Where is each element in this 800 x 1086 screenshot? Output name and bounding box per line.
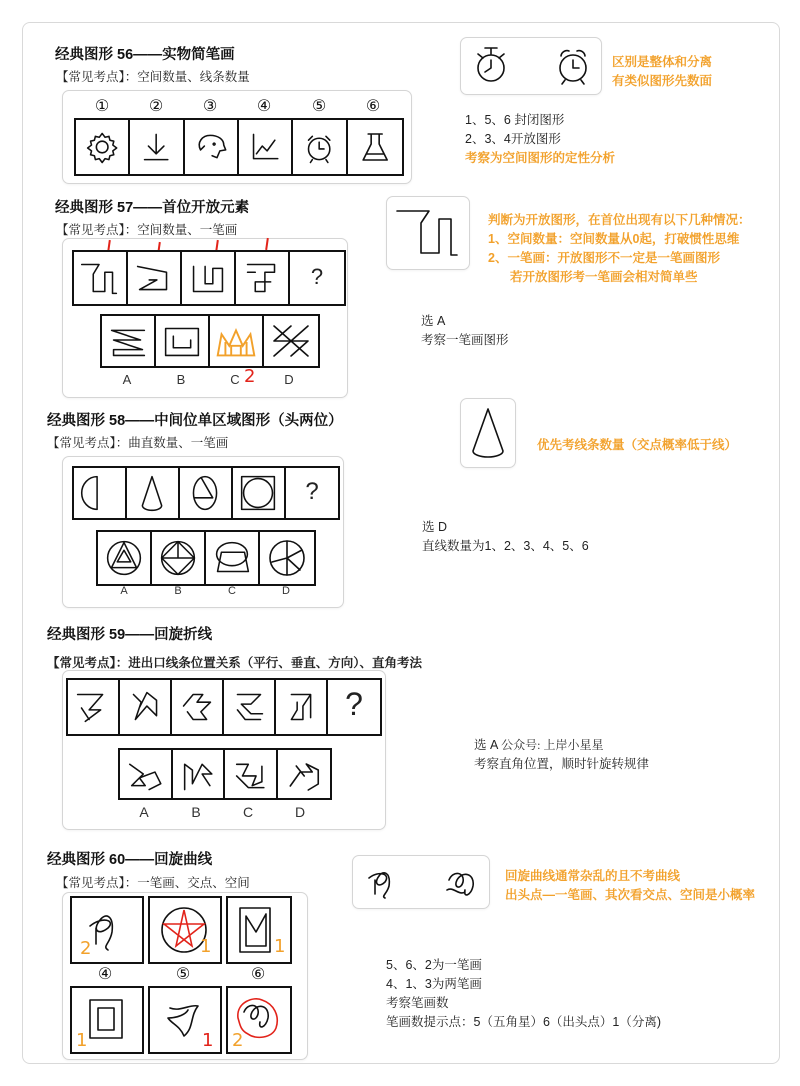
- option-label-b: B: [191, 804, 201, 820]
- option-figure-a: [102, 316, 156, 366]
- question-figure-1: [68, 680, 120, 734]
- curve-figure-2: [148, 896, 222, 964]
- figure-57-options-row: [100, 314, 320, 368]
- example-60-card: [352, 855, 490, 909]
- section-58-subtitle: 【常见考点】：曲直数量、一笔画: [47, 436, 229, 450]
- option-figure-c: [225, 750, 278, 798]
- figure-58-options-row: [96, 530, 316, 586]
- figure-number: ④: [97, 966, 113, 983]
- question-mark-cell: [328, 680, 380, 734]
- question-figure-3: [180, 468, 233, 518]
- alarm-clock-icon: [293, 120, 345, 174]
- figure-number: ⑤: [175, 966, 191, 983]
- download-figure-cell: [130, 120, 184, 174]
- example-58-card: [460, 398, 516, 468]
- line-chart-icon: [239, 120, 291, 174]
- rotating-curve-comparison: [353, 856, 489, 908]
- handwritten-mark: 2: [80, 938, 92, 959]
- note-60-line1: 5、6、2为一笔画: [386, 958, 482, 972]
- figure-59-options-row: [118, 748, 332, 800]
- question-figure-3: [182, 252, 236, 304]
- question-figure-1: [74, 252, 128, 304]
- tip-57-line4: 若开放图形考一笔画会相对简单些: [510, 270, 698, 284]
- option-figure-b: [173, 750, 226, 798]
- question-figure-2: [128, 252, 182, 304]
- option-label-c: C: [228, 585, 236, 597]
- clock-figure-cell: [293, 120, 347, 174]
- note-60-line4: 笔画数提示点：5（五角星）6（出头点）1（分离): [386, 1015, 662, 1029]
- question-figure-4: [224, 680, 276, 734]
- figure-number: ③: [202, 98, 218, 115]
- note-56-line2: 2、3、4开放图形: [465, 132, 561, 146]
- option-label-c: C: [242, 804, 254, 820]
- question-figure-3: [172, 680, 224, 734]
- tip-57-line3: 2、一笔画：开放图形不一定是一笔画图形: [488, 251, 720, 265]
- option-label-a: A: [139, 804, 149, 820]
- figure-58-question-row: [72, 466, 340, 520]
- note-56-line3: 考察为空间图形的定性分析: [465, 151, 616, 165]
- download-icon: [130, 120, 182, 174]
- option-label-a: A: [120, 585, 128, 597]
- tip-60-line2: 出头点—一笔画、其次看交点、空间是小概率: [505, 888, 756, 902]
- option-label-d: D: [284, 372, 294, 387]
- option-figure-c: [210, 316, 264, 366]
- option-label-b: B: [174, 585, 182, 597]
- figure-57-question-row: [72, 250, 346, 306]
- section-60-subtitle: 【常见考点】：一笔画、交点、空间: [56, 876, 250, 890]
- question-figure-4: [236, 252, 290, 304]
- figure-number: ⑥: [365, 98, 381, 115]
- alarm-clock-comparison: [461, 38, 601, 94]
- curve-figure-4: [70, 986, 144, 1054]
- answer-58-note: 直线数量为1、2、3、4、5、6: [422, 539, 589, 553]
- option-figure-a: [98, 532, 152, 584]
- answer-59-note: 考察直角位置，顺时针旋转规律: [474, 757, 650, 771]
- answer-57: 选 A: [421, 314, 446, 328]
- figure-number: ②: [148, 98, 164, 115]
- watermark-text: 公众号: 上岸小星星: [501, 738, 604, 752]
- figure-number: ⑤: [311, 98, 327, 115]
- section-56-title: 经典图形 56——实物简笔画: [55, 47, 235, 63]
- option-label-a: A: [122, 372, 132, 387]
- tip-56-line2: 有类似图形先数面: [612, 74, 713, 88]
- section-57-title: 经典图形 57——首位开放元素: [55, 200, 250, 216]
- handwritten-mark: 1: [200, 936, 212, 957]
- option-label-c: C: [230, 372, 240, 387]
- dog-figure-cell: [185, 120, 239, 174]
- handwritten-mark: 1: [202, 1030, 214, 1051]
- gear-figure-cell: [76, 120, 130, 174]
- section-58-title: 经典图形 58——中间位单区域图形（头两位）: [47, 413, 343, 429]
- open-figure-example: [387, 197, 469, 269]
- question-mark: ?: [345, 686, 363, 722]
- cone-figure: [461, 399, 515, 467]
- question-mark-cell: [286, 468, 338, 518]
- dog-head-icon: [185, 120, 237, 174]
- question-mark: ?: [310, 264, 324, 289]
- option-label-b: B: [176, 372, 186, 387]
- answer-59: 选 A: [474, 738, 498, 752]
- example-56-card: [460, 37, 602, 95]
- answer-58: 选 D: [422, 520, 448, 534]
- handwritten-mark: 1: [76, 1030, 88, 1051]
- figure-56-row: [74, 118, 404, 176]
- tip-60-line1: 回旋曲线通常杂乱的且不考曲线: [505, 869, 681, 883]
- option-figure-c: [206, 532, 260, 584]
- option-figure-d: [260, 532, 314, 584]
- note-60-line2: 4、1、3为两笔画: [386, 977, 482, 991]
- figure-number: ⑥: [250, 966, 266, 983]
- note-56-line1: 1、5、6 封闭图形: [465, 113, 565, 127]
- section-59-subtitle: 【常见考点】：进出口线条位置关系（平行、垂直、方向）、直角考法: [47, 656, 423, 670]
- option-label-d: D: [294, 804, 306, 820]
- tip-57-line2: 1、空间数量：空间数量从0起，打破惯性思维: [488, 232, 740, 246]
- tip-58: 优先考线条数量（交点概率低于线）: [537, 438, 738, 452]
- handwritten-mark: 2: [244, 366, 256, 387]
- section-56-subtitle: 【常见考点】：空间数量、线条数量: [56, 70, 250, 84]
- handwritten-mark: 1: [274, 936, 286, 957]
- tip-56-line1: 区别是整体和分离: [612, 55, 713, 69]
- option-figure-b: [152, 532, 206, 584]
- chart-figure-cell: [239, 120, 293, 174]
- tip-57-line1: 判断为开放图形，在首位出现有以下几种情况：: [488, 213, 751, 227]
- gear-icon: [76, 120, 128, 174]
- option-figure-d: [264, 316, 318, 366]
- flask-icon: [348, 120, 402, 174]
- figure-number: ①: [94, 98, 110, 115]
- question-figure-2: [120, 680, 172, 734]
- curve-figure-5: [148, 986, 222, 1054]
- curve-figure-1: [70, 896, 144, 964]
- section-57-subtitle: 【常见考点】：空间数量、一笔画: [56, 223, 238, 237]
- question-figure-1: [74, 468, 127, 518]
- figure-number: ④: [256, 98, 272, 115]
- section-60-title: 经典图形 60——回旋曲线: [47, 852, 213, 868]
- answer-57-note: 考察一笔画图形: [421, 333, 509, 347]
- option-figure-d: [278, 750, 331, 798]
- flask-figure-cell: [348, 120, 402, 174]
- answer-59-line: [474, 736, 603, 755]
- handwritten-mark: 2: [232, 1030, 244, 1051]
- figure-59-question-row: [66, 678, 382, 736]
- option-figure-a: [120, 750, 173, 798]
- curve-figure-3: [226, 896, 292, 964]
- curve-figure-6: [226, 986, 292, 1054]
- question-figure-4: [233, 468, 286, 518]
- section-59-title: 经典图形 59——回旋折线: [47, 627, 213, 643]
- option-label-d: D: [282, 585, 290, 597]
- question-figure-5: [276, 680, 328, 734]
- note-60-line3: 考察笔画数: [386, 996, 449, 1010]
- question-mark-cell: [290, 252, 344, 304]
- question-mark: ?: [305, 478, 319, 505]
- example-57-card: [386, 196, 470, 270]
- question-figure-2: [127, 468, 180, 518]
- option-figure-b: [156, 316, 210, 366]
